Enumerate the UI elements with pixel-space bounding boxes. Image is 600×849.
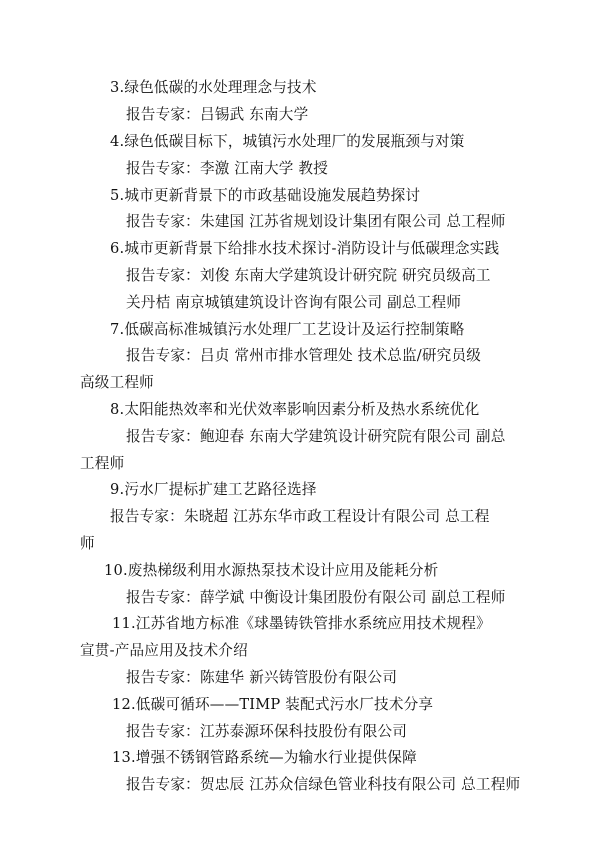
item-12-title: 12.低碳可循环——TIMP 装配式污水厂技术分享	[112, 696, 434, 713]
item-7-title: 7.低碳高标准城镇污水处理厂工艺设计及运行控制策略	[110, 321, 465, 338]
item-6-expert-2: 关丹桔 南京城镇建筑设计咨询有限公司 副总工程师	[126, 294, 462, 311]
item-8-title: 8.太阳能热效率和光伏效率影响因素分析及热水系统优化	[110, 401, 480, 418]
item-9-title: 9.污水厂提标扩建工艺路径选择	[110, 481, 317, 498]
item-3-expert: 报告专家：吕锡武 东南大学	[126, 106, 309, 123]
item-11-title-cont: 宣贯-产品应用及技术介绍	[80, 642, 248, 659]
item-9-expert-cont: 师	[80, 535, 95, 552]
item-10-title: 10.废热梯级利用水源热泵技术设计应用及能耗分析	[104, 562, 439, 579]
item-5-expert: 报告专家：朱建国 江苏省规划设计集团有限公司 总工程师	[126, 213, 506, 230]
item-13-title: 13.增强不锈钢管路系统—为输水行业提供保障	[112, 749, 417, 766]
item-10-expert: 报告专家：薛学斌 中衡设计集团股份有限公司 副总工程师	[126, 589, 506, 606]
item-11-title: 11.江苏省地方标准《球墨铸铁管排水系统应用技术规程》	[112, 615, 491, 632]
item-6-title: 6.城市更新背景下给排水技术探讨-消防设计与低碳理念实践	[110, 240, 500, 257]
item-3-title: 3.绿色低碳的水处理理念与技术	[110, 79, 317, 96]
item-11-expert: 报告专家：陈建华 新兴铸管股份有限公司	[126, 669, 398, 686]
item-5-title: 5.城市更新背景下的市政基础设施发展趋势探讨	[110, 187, 421, 204]
item-12-expert: 报告专家：江苏泰源环保科技股份有限公司	[126, 723, 408, 740]
item-8-expert-cont: 工程师	[80, 455, 125, 472]
item-9-expert: 报告专家：朱晓超 江苏东华市政工程设计有限公司 总工程	[110, 508, 490, 525]
item-6-expert: 报告专家：刘俊 东南大学建筑设计研究院 研究员级高工	[126, 267, 491, 284]
item-4-title: 4.绿色低碳目标下，城镇污水处理厂的发展瓶颈与对策	[110, 133, 465, 150]
item-7-expert: 报告专家：吕贞 常州市排水管理处 技术总监/研究员级	[126, 347, 482, 364]
item-13-expert: 报告专家：贺忠辰 江苏众信绿色管业科技有限公司 总工程师	[126, 776, 521, 793]
item-4-expert: 报告专家：李激 江南大学 教授	[126, 160, 328, 177]
item-7-expert-cont: 高级工程师	[80, 374, 154, 391]
item-8-expert: 报告专家：鲍迎春 东南大学建筑设计研究院有限公司 副总	[126, 428, 506, 445]
